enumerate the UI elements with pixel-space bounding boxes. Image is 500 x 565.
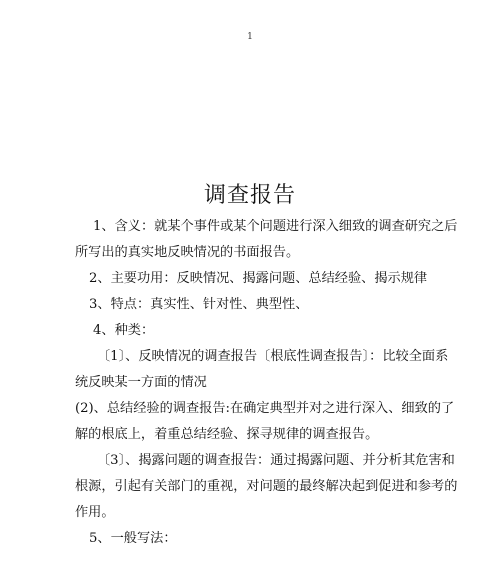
paragraph-line-1: 1、含义：就某个事件或某个问题进行深入细致的调查研究之后 [93, 219, 458, 234]
paragraph-line-9: 解的根底上，着重总结经验、探寻规律的调查报告。 [75, 427, 379, 442]
paragraph-line-8: (2)、总结经验的调查报告:在确定典型并对之进行深入、细致的了 [75, 401, 455, 416]
document-title: 调查报告 [203, 183, 296, 208]
page-number: 1 [247, 32, 253, 42]
paragraph-line-13: 5、一般写法： [89, 531, 177, 546]
paragraph-line-4: 3、特点：真实性、针对性、典型性、 [89, 297, 309, 312]
paragraph-line-5: 4、种类： [93, 323, 155, 338]
paragraph-line-12: 作用。 [75, 505, 115, 520]
paragraph-line-10: 〔3〕、揭露问题的调查报告：通过揭露问题、并分析其危害和 [97, 453, 455, 468]
paragraph-line-6: 〔1〕、反映情况的调查报告〔根底性调查报告〕：比较全面系 [97, 349, 449, 364]
paragraph-line-11: 根源，引起有关部门的重视，对问题的最终解决起到促进和参考的 [75, 479, 458, 494]
paragraph-line-2: 所写出的真实地反映情况的书面报告。 [75, 245, 300, 260]
paragraph-line-7: 统反映某一方面的情况 [75, 375, 207, 390]
paragraph-line-3: 2、主要功用：反映情况、揭露问题、总结经验、揭示规律 [89, 271, 428, 286]
